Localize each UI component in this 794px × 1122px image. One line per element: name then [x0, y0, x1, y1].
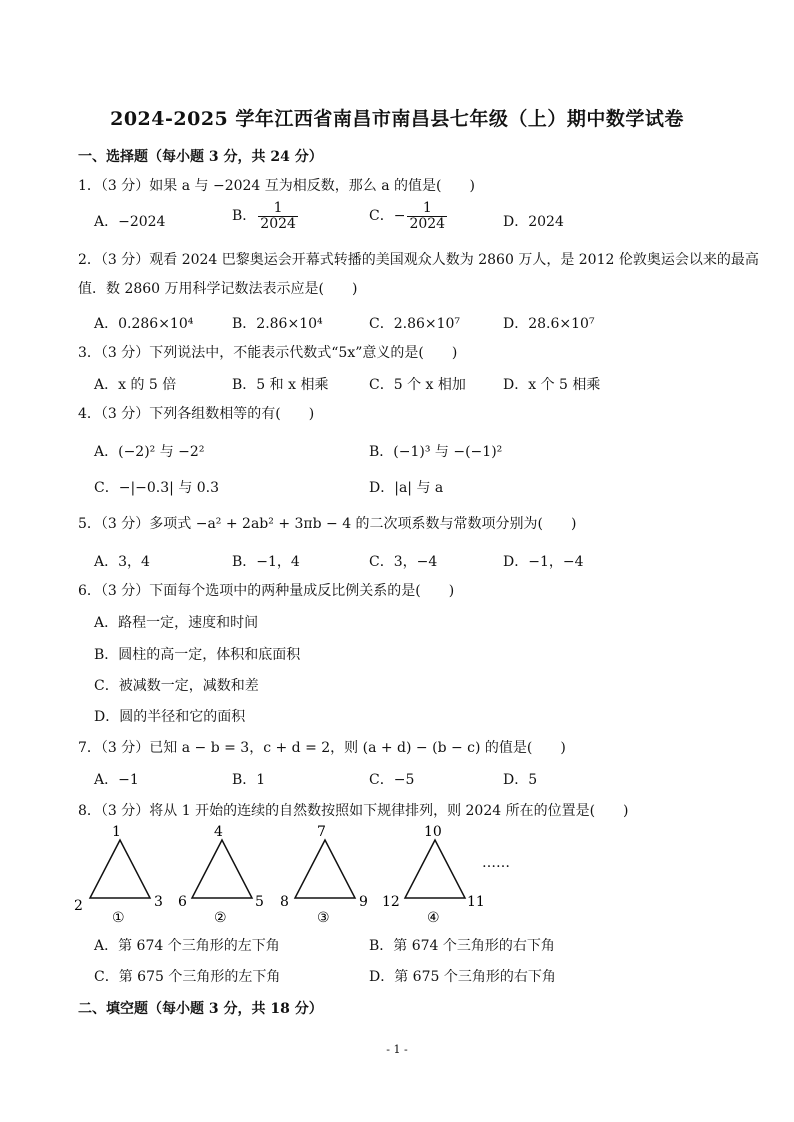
triangle-left-number: 6	[178, 894, 187, 910]
section-heading-fill-in: 二、填空题（每小题 3 分，共 18 分）	[78, 1001, 323, 1017]
triangle-right-number: 5	[255, 894, 264, 910]
q4-option-b: B．(−1)³ 与 −(−1)²	[369, 444, 503, 460]
q4-option-d: D．|a| 与 a	[369, 480, 444, 496]
question-2-line-1: 2．（3 分）观看 2024 巴黎奥运会开幕式转播的美国观众人数为 2860 万人，是 2012 伦敦奥运会以来的最高	[78, 252, 759, 268]
triangle-left-number: 8	[280, 894, 289, 910]
q6-option-a: A．路程一定，速度和时间	[94, 615, 259, 631]
fraction: $\frac{1}{2024}$	[260, 200, 296, 232]
question-7: 7．（3 分）已知 a − b = 3，c + d = 2，则 (a + d) − (b − c) 的值是( )	[78, 740, 566, 756]
triangle-outline	[90, 840, 150, 898]
q1-option-c: C．− $\frac{1}{2024}$	[369, 200, 446, 232]
page-number: - 1 -	[386, 1043, 408, 1056]
q8-option-c: C．第 675 个三角形的左下角	[94, 969, 281, 985]
q3-option-d: D．x 个 5 相乘	[503, 377, 601, 393]
question-2-line-2: 值．数 2860 万用科学记数法表示应是( )	[78, 281, 358, 297]
section-heading-choice: 一、选择题（每小题 3 分，共 24 分）	[78, 149, 323, 165]
q3-option-b: B．5 和 x 相乘	[232, 377, 329, 393]
triangle-index-label: ④	[427, 910, 440, 926]
triangle-1	[74, 824, 163, 926]
triangle-right-number: 11	[467, 894, 485, 910]
q5-option-b: B．−1，4	[232, 554, 300, 570]
triangle-outline	[192, 840, 252, 898]
fraction: $\frac{1}{2024}$	[409, 200, 446, 232]
q2-option-d: D．28.6×10⁷	[503, 316, 595, 332]
triangle-top-number: 1	[112, 824, 121, 840]
q6-option-b: B．圆柱的高一定，体积和底面积	[94, 647, 301, 663]
q8-option-a: A．第 674 个三角形的左下角	[94, 938, 280, 954]
triangle-right-number: 9	[359, 894, 368, 910]
q4-option-a: A．(−2)² 与 −2²	[94, 444, 205, 460]
q5-option-c: C．3，−4	[369, 554, 438, 570]
q2-option-b: B．2.86×10⁴	[232, 316, 323, 332]
q6-option-d: D．圆的半径和它的面积	[94, 709, 246, 725]
q3-option-a: A．x 的 5 倍	[94, 377, 177, 393]
question-1: 1．（3 分）如果 a 与 −2024 互为相反数，那么 a 的值是( )	[78, 178, 475, 194]
q3-option-c: C．5 个 x 相加	[369, 377, 466, 393]
question-8: 8．（3 分）将从 1 开始的连续的自然数按照如下规律排列，则 2024 所在的位置是( )	[78, 803, 629, 819]
q8-option-b: B．第 674 个三角形的右下角	[369, 938, 555, 954]
question-3: 3．（3 分）下列说法中，不能表示代数式“5x”意义的是( )	[78, 345, 458, 361]
q7-option-b: B．1	[232, 772, 266, 788]
q1-option-d: D．2024	[503, 214, 564, 230]
q7-option-a: A．−1	[94, 772, 139, 788]
question-6: 6．（3 分）下面每个选项中的两种量成反比例关系的是( )	[78, 583, 455, 599]
triangle-pattern-figure	[70, 820, 490, 930]
triangle-outline	[405, 840, 465, 898]
triangle-top-number: 10	[424, 824, 442, 840]
triangle-2	[178, 824, 264, 926]
triangle-left-number: 2	[74, 898, 83, 914]
page-title: 2024-2025 学年江西省南昌市南昌县七年级（上）期中数学试卷	[110, 108, 684, 130]
q8-option-d: D．第 675 个三角形的右下角	[369, 969, 556, 985]
triangle-3	[280, 824, 368, 926]
triangle-outline	[295, 840, 355, 898]
triangle-4	[382, 824, 485, 926]
q7-option-d: D．5	[503, 772, 538, 788]
question-5: 5．（3 分）多项式 −a² + 2ab² + 3πb − 4 的二次项系数与常数项分别为( )	[78, 516, 577, 532]
triangle-top-number: 7	[317, 824, 326, 840]
triangle-right-number: 3	[154, 894, 163, 910]
q7-option-c: C．−5	[369, 772, 415, 788]
triangle-index-label: ③	[317, 910, 330, 926]
q2-option-c: C．2.86×10⁷	[369, 316, 461, 332]
q1-option-b: B． $\frac{1}{2024}$	[232, 200, 296, 232]
q6-option-c: C．被减数一定，减数和差	[94, 678, 259, 694]
triangle-index-label: ②	[214, 910, 227, 926]
triangle-top-number: 4	[214, 824, 223, 840]
triangle-index-label: ①	[112, 910, 125, 926]
question-4: 4．（3 分）下列各组数相等的有( )	[78, 406, 315, 422]
q1-option-a: A．−2024	[94, 214, 166, 230]
triangle-left-number: 12	[382, 894, 400, 910]
figure-ellipsis: ……	[482, 855, 510, 871]
q5-option-a: A．3，4	[94, 554, 150, 570]
q4-option-c: C．−|−0.3| 与 0.3	[94, 480, 220, 496]
q5-option-d: D．−1，−4	[503, 554, 584, 570]
q2-option-a: A．0.286×10⁴	[94, 316, 194, 332]
